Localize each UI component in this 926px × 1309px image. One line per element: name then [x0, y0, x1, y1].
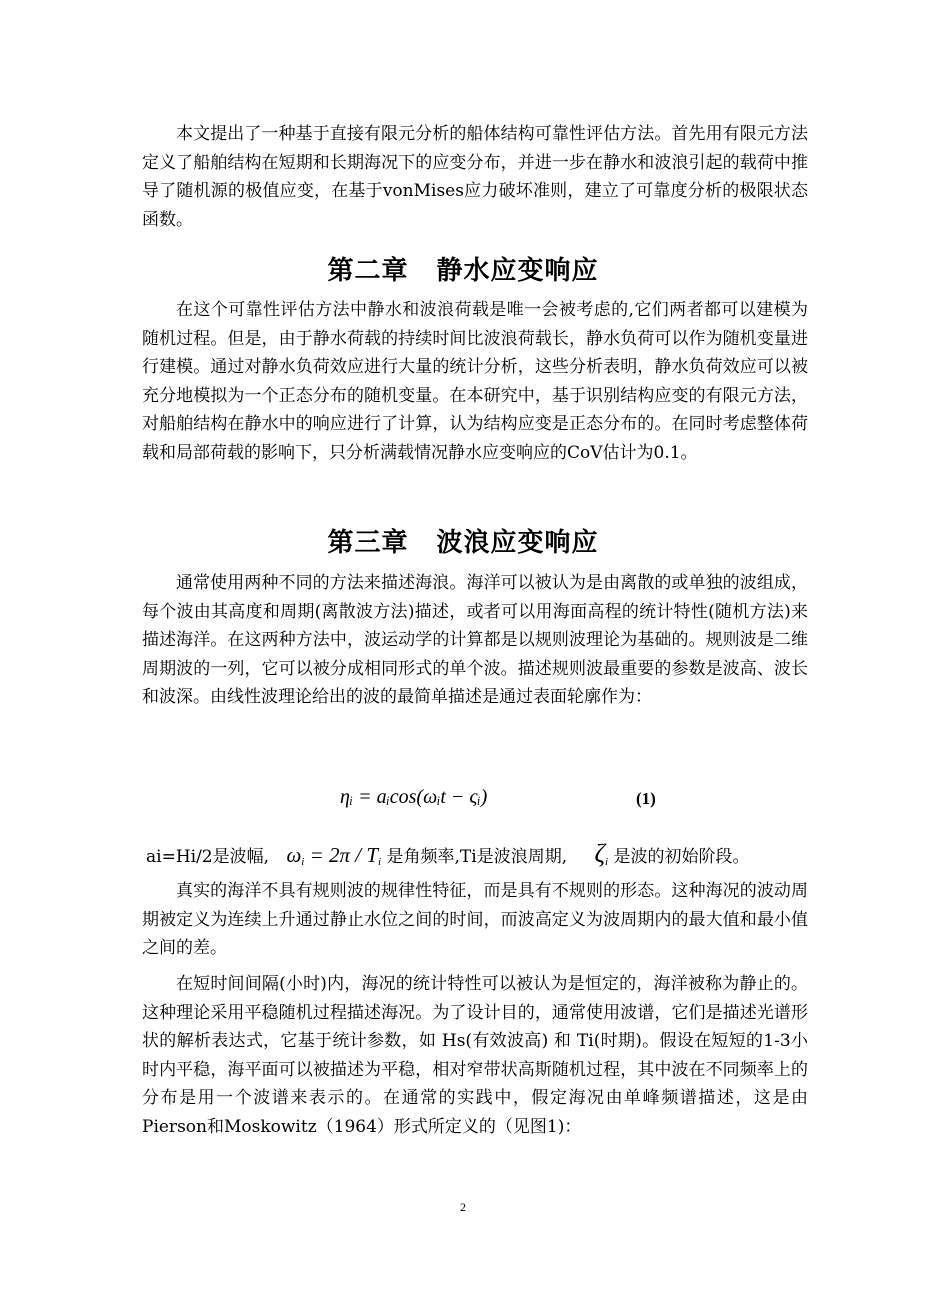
- frequency-definition: 是角频率,Ti是波浪周期,: [386, 847, 568, 867]
- chapter-3-paragraph-2: 真实的海洋不具有规则波的规律性特征，而是具有不规则的形态。这种海况的波动周期被定义为连续上升通过静止水位之间的时间，而波高定义为波周期内的最大值和最小值之间的差。: [142, 881, 808, 959]
- chapter-3-heading: [0, 522, 926, 559]
- omega-formula: $\omega_i = 2\pi / T_i$: [286, 843, 382, 868]
- chapter-3-paragraph-1: 通常使用两种不同的方法来描述海浪。海洋可以被认为是由离散的或单独的波组成，每个波由其高度和周期(离散波方法)描述，或者可以用海面高程的统计特性(随机方法)来描述海洋。在这两种方法中，波运动学的计算都是以规则波理论为基础的。规则波是二维周期波的一列，它可以被分成相同形式的单个波。描述规则波最重要的参数是波高、波长和波深。由线性波理论给出的波的最简单描述是通过表面轮廓作为：: [142, 573, 808, 708]
- page-number: 2: [460, 1200, 466, 1214]
- equation-number: (1): [636, 789, 656, 808]
- abstract-paragraph: 本文提出了一种基于直接有限元分析的船体结构可靠性评估方法。首先用有限元方法定义了船舶结构在短期和长期海况下的应变分布，并进一步在静水和波浪引起的载荷中推导了随机源的极值应变，在基于vonMises应力破坏准则，建立了可靠度分析的极限状态函数。: [142, 124, 808, 230]
- chapter-3-paragraph-3: 在短时间间隔(小时)内，海况的统计特性可以被认为是恒定的，海洋被称为静止的。这种理论采用平稳随机过程描述海况。为了设计目的，通常使用波谱，它们是描述光谱形状的解析表达式，它基于统计参数，如 Hs(有效波高) 和 Ti(时期)。假设在短短的1-3小时内平稳，海平面可以被描述为平稳，相对窄带状高斯随机过程，其中波在不同频率上的分布是用一个波谱来表示的。在通常的实践中，假定海况由单峰频谱描述，这是由Pierson和Moskowitz（1964）形式所定义的（见图1)：: [142, 974, 808, 1137]
- wave-equation: ηᵢ = aᵢcos(ωᵢt − ςᵢ): [340, 786, 488, 808]
- chapter-2-title: 静水应变响应: [436, 256, 599, 286]
- equation-definitions: [146, 840, 846, 876]
- phase-definition: 是波的初始阶段。: [613, 847, 750, 867]
- chapter-2-number: 第二章: [327, 256, 409, 286]
- chapter-2-paragraph: 在这个可靠性评估方法中静水和波浪荷载是唯一会被考虑的,它们两者都可以建模为随机过程。但是，由于静水荷载的持续时间比波浪荷载长，静水负荷可以作为随机变量进行建模。通过对静水负荷效应进行大量的统计分析，这些分析表明，静水负荷效应可以被充分地模拟为一个正态分布的随机变量。在本研究中，基于识别结构应变的有限元方法，对船舶结构在静水中的响应进行了计算，认为结构应变是正态分布的。在同时考虑整体荷载和局部荷载的影响下，只分析满载情况静水应变响应的CoV估计为0.1。: [142, 300, 808, 463]
- chapter-2-heading: [0, 250, 926, 287]
- amplitude-definition: ai=Hi/2是波幅,: [146, 847, 270, 867]
- chapter-3-title: 波浪应变响应: [436, 528, 599, 558]
- chapter-3-number: 第三章: [327, 528, 409, 558]
- zeta-symbol: $\zeta_i$: [594, 839, 609, 868]
